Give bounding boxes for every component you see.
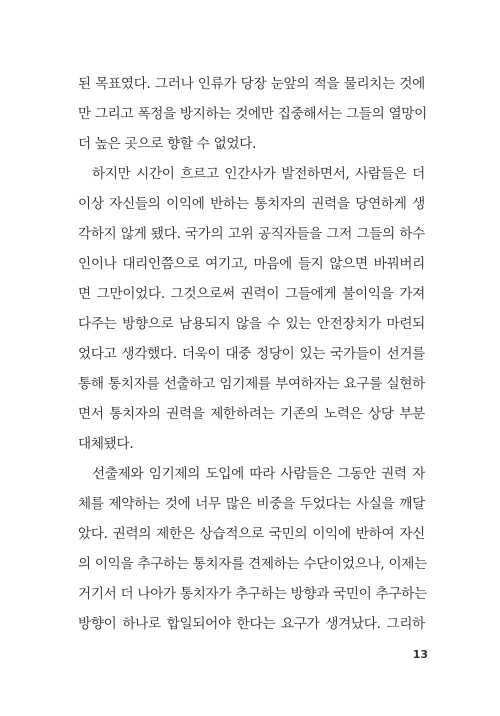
text-line: 체를 제약하는 것에 너무 많은 비중을 두었다는 사실을 깨달 — [78, 496, 425, 512]
text-line: 된 목표였다. 그러나 인류가 당장 눈앞의 적을 물리치는 것에 — [78, 76, 425, 92]
text-line: 선출제와 임기제의 도입에 따라 사람들은 그동안 권력 자 — [92, 466, 425, 482]
text-line: 았다. 권력의 제한은 상습적으로 국민의 이익에 반하여 자신 — [78, 526, 425, 542]
text-line: 었다고 생각했다. 더욱이 대중 정당이 있는 국가들이 선거를 — [78, 346, 425, 362]
text-line: 통해 통치자를 선출하고 임기제를 부여하자는 요구를 실현하 — [78, 376, 425, 392]
text-line: 의 이익을 추구하는 통치자를 견제하는 수단이었으나, 이제는 — [78, 556, 427, 572]
text-line: 각하지 않게 됐다. 국가의 고위 공직자들을 그저 그들의 하수 — [78, 226, 425, 242]
text-line: 이상 자신들의 이익에 반하는 통치자의 권력을 당연하게 생 — [78, 196, 425, 212]
text-line: 다주는 방향으로 남용되지 않을 수 있는 안전장치가 마련되 — [78, 316, 425, 332]
text-line: 대체됐다. — [78, 436, 134, 452]
text-line: 더 높은 곳으로 향할 수 없었다. — [78, 136, 257, 152]
text-line: 방향이 하나로 합일되어야 한다는 요구가 생겨났다. 그리하 — [78, 616, 425, 632]
text-line: 만 그리고 폭정을 방지하는 것에만 집중해서는 그들의 열망이 — [78, 106, 427, 122]
page-number: 13 — [412, 648, 428, 661]
text-line: 면서 통치자의 권력을 제한하려는 기존의 노력은 상당 부분 — [78, 406, 425, 422]
text-line: 면 그만이었다. 그것으로써 권력이 그들에게 불이익을 가져 — [78, 286, 425, 302]
text-line: 거기서 더 나아가 통치자가 추구하는 방향과 국민이 추구하는 — [78, 586, 427, 602]
text-line: 하지만 시간이 흐르고 인간사가 발전하면서, 사람들은 더 — [92, 166, 425, 182]
text-line: 인이나 대리인쯤으로 여기고, 마음에 들지 않으면 바꿔버리 — [78, 256, 425, 272]
